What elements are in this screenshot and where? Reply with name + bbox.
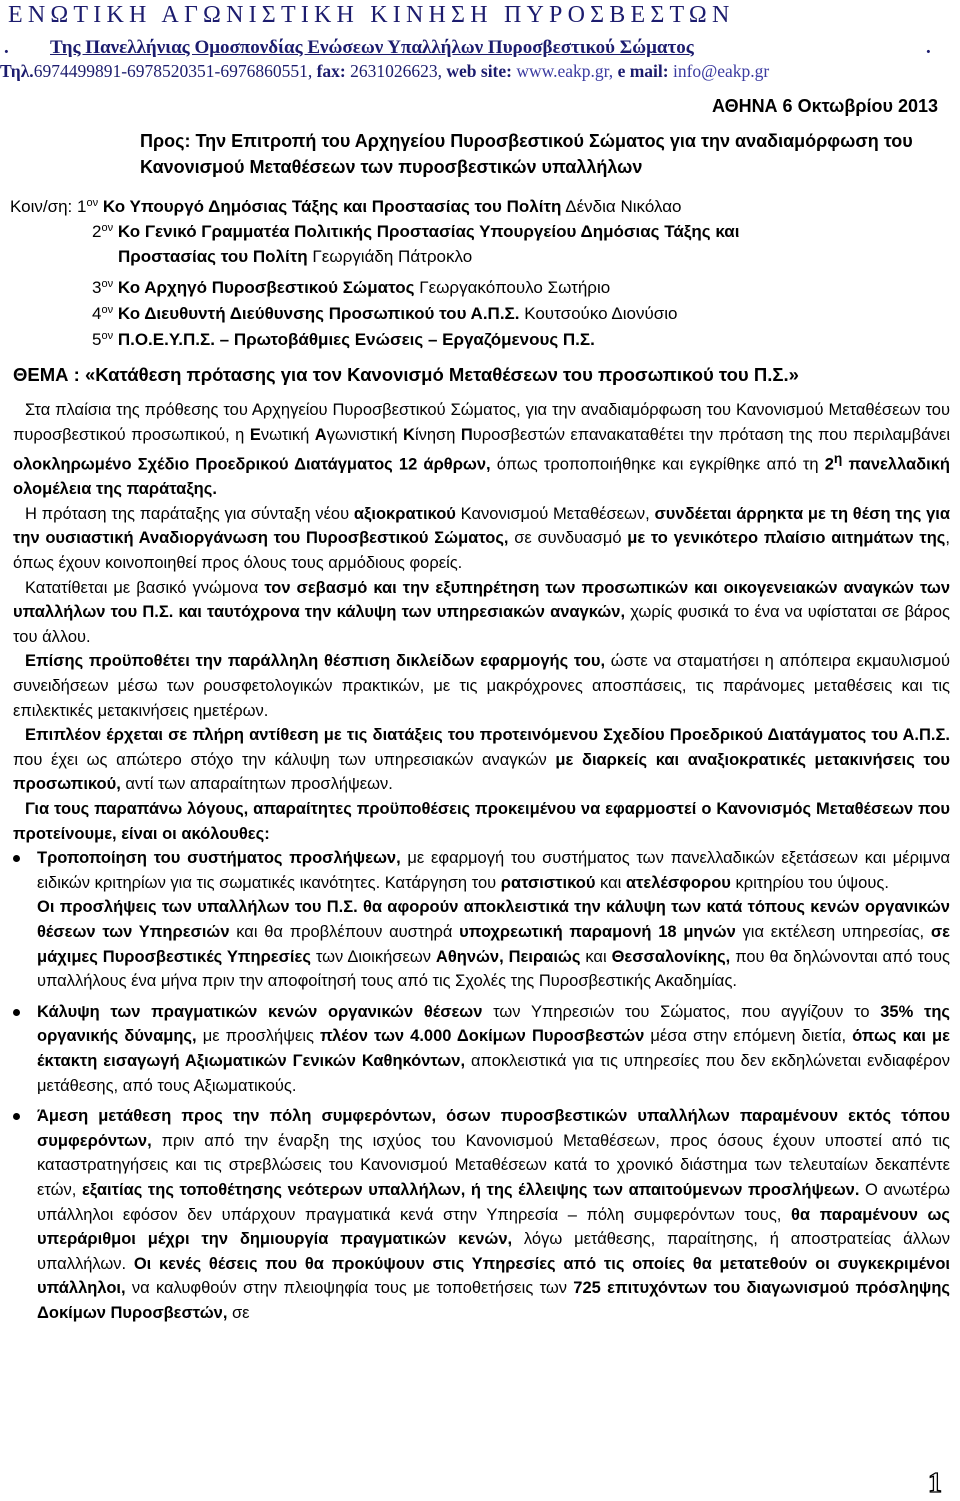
contact-line [0,61,960,82]
organization-title: ΕΝΩΤΙΚΗ ΑΓΩΝΙΣΤΙΚΗ ΚΙΝΗΣΗ ΠΥΡΟΣΒΕΣΤΩΝ [8,2,735,28]
paragraph-2 [13,502,950,576]
subject-line: ΘΕΜΑ : «Κατάθεση πρότασης για τον Κανονισμό Μεταθέσεων του προσωπικού του Π.Σ.» [13,364,799,385]
p1-text-c: όπως τροποποιήθηκε και εγκρίθηκε από τη [490,455,825,474]
bullet-item-3 [13,1104,950,1325]
p5-bold-2: με διαρκείς και αναξιοκρατικές μετακινήσεις του προσωπικού, [13,750,951,794]
b1-bold-8: Θεσσαλονίκης, [611,947,731,966]
b1-text-h: των Διοικήσεων [310,947,436,966]
p1-bold-1: ολοκληρωμένο Σχέδιο Προεδρικού Διατάγματος 12 άρθρων, [13,455,491,474]
b2-bold-2: 35% της οργανικής δύναμης, [37,1002,950,1046]
b3-bold-3: θα παραμένουν ως υπεράριθμοι μέχρι την δημιουργία πραγματικών κενών, [37,1205,950,1249]
email-label: e mail: [617,61,669,81]
bullet-item-1 [13,846,950,994]
cc-recipient-2: Κο Γενικό Γραμματέα Πολιτικής Προστασίας Υπουργείου Δημόσιας Τάξης και [117,222,740,241]
p2-bold-3: με το γενικότερο πλαίσιο αιτημάτων της [627,529,946,548]
p2-text-c: Κανονισμού Μεταθέσεων, [455,504,655,523]
cc-sup-5: ον [101,330,114,342]
body-text [13,398,950,1325]
cc-sup-1: ον [86,197,99,209]
paragraph-4 [13,649,950,723]
cc-sup-4: ον [101,304,114,316]
b1-bold-2: ρατσιστικού [500,873,596,892]
p2-text-e: , όπως έχουν κοινοποιηθεί προς όλους τους αρμόδιους φορείς. [13,529,950,573]
b1-text-d: και [595,873,626,892]
p1-e: Ε [249,425,261,444]
cc-row-4 [92,304,677,324]
b3-bold-4: Οι κενές θέσεις που θα προκύψουν στις Υπηρεσίες από τις οποίες θα μετατεθούν οι συγκεκριμένοι υπάλληλοι, [37,1254,950,1298]
p1-p: Π [460,425,473,444]
p6-bold-1: Για τους παραπάνω λόγους, απαραίτητες προϋποθέσεις προκειμένου να εφαρμοστεί ο Κανονισμός Μεταθέσεων που προτείνουμε, είναι οι ακόλουθες: [13,800,950,843]
subtitle-dot-left: . [4,37,9,58]
b1-bold-7: Αθηνών, Πειραιώς [435,947,581,966]
p1-ag2: γωνιστική [326,425,404,444]
p1-p2: υροσβεστών επανακαταθέτει την πρόταση της που περιλαμβάνει [472,425,950,444]
b3-text-d: Ο ανωτέρω υπάλληλοι εφόσον δεν υπάρχουν πραγματικά κενά στην Υπηρεσία – πόλη συμφερόντων τους, [37,1180,950,1224]
phone-prefix: Τηλ. [0,61,34,81]
b2-bold-4: όπως και με έκτακτη εισαγωγή Αξιωματικών Γενικών Καθηκόντων, [37,1027,950,1070]
paragraph-1 [13,398,950,502]
b1-text-j: που θα δηλώνονται από τους υπαλλήλους ένα μήνα πριν την αποφοίτησή τους από τις Σχολές της Πυροσβεστικής Ακαδημίας. [37,947,950,991]
p1-e2: νωτική [260,425,315,444]
b1-text-e: κριτηρίου του ύψους. [730,873,889,892]
b1-text-f: και θα προβλέπουν αυστηρά [229,922,460,941]
document-date: ΑΘΗΝΑ 6 Οκτωβρίου 2013 [712,96,938,116]
b2-bold-3: πλέον των 4.000 Δοκίμων Πυροσβεστών [320,1027,645,1046]
p5-text-d: αντί των απαραίτητων προσλήψεων. [120,775,393,794]
b1-bold-6: σε μάχιμες Πυροσβεστικές Υπηρεσίες [37,922,950,966]
p2-text-a: Η πρόταση της παράταξης για σύνταξη νέου [25,504,354,523]
p3-text-c: χωρίς φυσικά το ένα να υφίσταται σε βάρος του άλλου. [13,603,950,646]
website-label: web site: [446,61,512,81]
p3-text-a: Κατατίθεται με βασικό γνώμονα [25,578,265,597]
recipient-line: Προς: Την Επιτροπή του Αρχηγείου Πυροσβεστικού Σώματος για την αναδιαμόρφωση του Κανονισμού Μεταθέσεων των πυροσβεστικών υπαλλήλων [140,131,913,177]
paragraph-6 [13,797,950,846]
cc-name-3: Γεωργακόπουλο Σωτήριο [419,278,611,297]
subtitle-text: Της Πανελλήνιας Ομοσπονδίας Ενώσεων Υπαλλήλων Πυροσβεστικού Σώματος [50,37,694,58]
p5-text-c: που έχει ως απώτερο στόχο την κάλυψη των υπηρεσιακών αναγκών [13,750,556,769]
p2-text-d: σε συνδυασμό [508,529,628,548]
b2-text-e: μέσα στην επόμενη διετία, [644,1027,853,1046]
b1-bold-1: Τροποποίηση του συστήματος προσλήψεων, [37,849,401,868]
cc-row-2 [92,222,739,242]
cc-recipient-5: Π.Ο.Ε.Υ.Π.Σ. – Πρωτοβάθμιες Ενώσεις – Εργαζόμενους Π.Σ. [117,330,595,349]
p5-bold-1: Επιπλέον έρχεται σε πλήρη αντίθεση με τις διατάξεις του προτεινόμενου Σχεδίου Προεδρικού Διατάγματος του Α.Π.Σ. [25,726,950,745]
bullet-dot-icon [13,1113,20,1120]
phone-numbers: 6974499891-6978520351-6976860551, [33,61,313,81]
cc-recipient-4: Κο Διευθυντή Διεύθυνσης Προσωπικού του Α.Π.Σ. [117,304,520,323]
cc-num-5: 5 [92,330,102,349]
b3-bold-1: Άμεση μετάθεση προς την πόλη συμφερόντων, όσων πυροσβεστικών υπαλλήλων παραμένουν εκτός τόπου συμφερόντων, [37,1107,950,1150]
bullet-dot-icon [13,1009,20,1016]
fax-number: 2631026623, [350,61,442,81]
cc-num-3: 3 [92,278,102,297]
cc-row-3 [92,278,610,298]
page-number: 1 [928,1468,942,1499]
cc-recipient-3: Κο Αρχηγό Πυροσβεστικού Σώματος [117,278,415,297]
p3-bold-1: τον σεβασμό και την εξυπηρέτηση των προσωπικών και οικογενειακών αναγκών των υπαλλήλων του Π.Σ. και ταυτόχρονα την κάλυψη των υπηρεσιακών αναγκών, [13,578,951,622]
cc-num-2: 2 [92,222,102,241]
p1-sup: η [833,451,843,467]
cc-row-5 [92,330,595,350]
b1-text-i: και [580,947,612,966]
b2-bold-1: Κάλυψη των πραγματικών κενών οργανικών θέσεων [37,1002,483,1021]
b1-text-c: με εφαρμογή του συστήματος των πανελλαδικών εξετάσεων και μέριμνα ειδικών κριτηρίων για τις σωματικές ικανότητες. Κατάργηση του [37,849,950,892]
b3-bold-5: 725 επιτυχόντων του διαγωνισμού πρόσληψης Δοκίμων Πυροσβεστών, [37,1279,950,1322]
p4-text-c: ώστε να σταματήσει η απόπειρα εκμαυλισμού συνειδήσεων μέσω των ρουσφετολογικών πρακτικών, με τις μακρόχρονες αποσπάσεις, τις παράνομες μεταθέσεις και τις επιλεκτικές μετακινήσεις ημετέρων. [13,652,950,720]
b1-bold-3: ατελέσφορου [625,873,731,892]
b2-text-c: των Υπηρεσιών του Σώματος, που αγγίζουν το [482,1002,881,1021]
b2-text-d: με προσλήψεις [196,1027,321,1046]
cc-row-2b [118,247,472,267]
cc-num-4: 4 [92,304,102,323]
b3-text-g: σε [227,1303,250,1322]
subtitle-dot-right: . [926,37,931,58]
b2-text-f: αποκλειστικά για τις υπηρεσίες που δεν εκδηλώνεται ενδιαφέρον μετάθεσης, από τους Αξιωματικούς. [37,1051,950,1095]
cc-recipient-2-cont: Προστασίας του Πολίτη [118,247,308,266]
paragraph-3 [13,576,950,650]
cc-name-4: Κουτσούκο Διονύσιο [524,304,678,323]
p2-bold-2: συνδέεται άρρηκτα με τη θέση της για την ουσιαστική Αναδιοργάνωση του Πυροσβεστικού Σώματος, [13,504,950,548]
p1-k2: ίνηση [414,425,461,444]
bullet-dot-icon [13,855,20,862]
p2-bold-1: αξιοκρατικού [353,504,456,523]
paragraph-5 [13,723,950,797]
p4-bold-1: Επίσης προϋποθέτει την παράλληλη θέσπιση δικλείδων εφαρμογής του, [25,652,606,671]
b1-bold-4: Οι προσλήψεις των υπαλλήλων του Π.Σ. θα αφορούν αποκλειστικά την κάλυψη των κατά τόπους κενών οργανικών θέσεων των Υπηρεσιών [37,898,950,941]
fax-label: fax: [316,61,346,81]
cc-name-2: Γεωργιάδη Πάτροκλο [312,247,473,266]
cc-sup-2: ον [101,222,114,234]
p1-text-a: Στα πλαίσια της πρόθεσης του Αρχηγείου Πυροσβεστικού Σώματος, για την αναδιαμόρφωση του Κανονισμού Μεταθέσεων του πυροσβεστικού προσωπικού, η [13,401,950,444]
cc-num-1: 1 [77,197,87,216]
cc-recipient-1: Κο Υπουργό Δημόσιας Τάξης και Προστασίας του Πολίτη [102,197,562,216]
email-link[interactable]: info@eakp.gr [672,61,770,81]
p1-bold-2: 2 [824,455,834,474]
b3-bold-2: εξαιτίας της τοποθέτησης νεότερων υπαλλήλων, ή της έλλειψης των απαιτούμενων προσλήψεων. [81,1180,860,1199]
cc-label: Κοιν/ση: [10,197,73,216]
b3-text-f: να καλυφθούν στην πλειοψηφία τους με τοποθετήσεις των [125,1279,574,1298]
b3-text-c: πριν από την έναρξη της ισχύος του Κανονισμού Μεταθέσεων, προς όσους έχουν υποστεί από τις καταστρατηγήσεις και τις στρεβλώσεις του Κανονισμού Μεταθέσεων κατά το χρονικό διάστημα των τελευταίων δεκαπέντε ετών, [37,1131,950,1199]
p1-bold-3: πανελλαδική ολομέλεια της παράταξης. [13,455,950,499]
cc-row-1 [10,197,681,217]
bullet-item-2 [13,1000,950,1098]
cc-sup-3: ον [101,278,114,290]
website-link[interactable]: www.eakp.gr, [516,61,614,81]
b1-text-g: για εκτέλεση υπηρεσίας, [735,922,931,941]
b1-bold-5: υποχρεωτική παραμονή 18 μηνών [459,922,736,941]
p1-k: Κ [403,425,415,444]
cc-name-1: Δένδια Νικόλαο [565,197,682,216]
p1-ag: Α [314,425,327,444]
b3-text-e: λόγω μετάθεσης, παραίτησης, ή αποστρατείας άλλων υπαλλήλων. [37,1230,951,1273]
